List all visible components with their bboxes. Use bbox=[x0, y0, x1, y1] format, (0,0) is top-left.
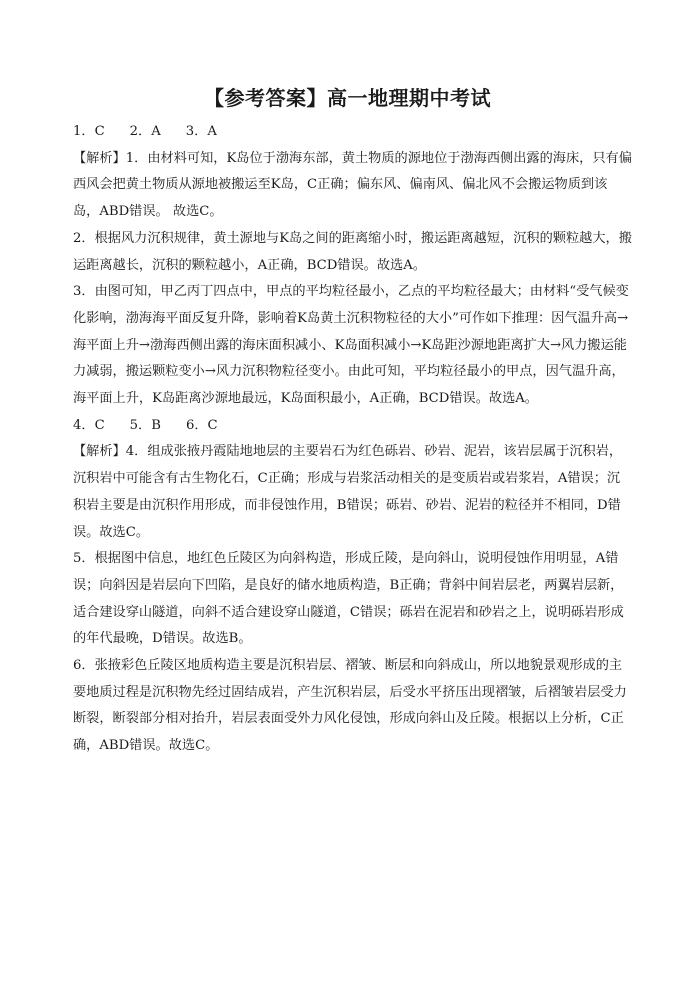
explanation-1 bbox=[73, 146, 633, 226]
answer-5: 5．B bbox=[129, 417, 161, 433]
explanation-text: 1．由材料可知，K岛位于渤海东部，黄土物质的源地位于渤海西侧出露的海床，只有偏西风会把黄土物质从源地被搬运至K岛，C正确；偏东风、偏南风、偏北风不会搬运物质到该岛，ABD错误。 故选C。 bbox=[73, 150, 632, 220]
answer-6: 6．C bbox=[185, 417, 218, 433]
page-title: 【参考答案】高一地理期中考试 bbox=[204, 86, 491, 110]
answer-1: 1．C bbox=[73, 124, 105, 139]
answer-row-2 bbox=[73, 413, 633, 440]
explanation-3: 3．由图可知，甲乙丙丁四点中，甲点的平均粒径最小，乙点的平均粒径最大；由材料“受气候变化影响，渤海海平面反复升降，影响着K岛黄土沉积物粒径的大小”可作如下推理：因气温升高→海平面上升→渤海西侧出露的海床面积减小、K岛面积减小→K岛距沙源地距离扩大→风力搬运能力减弱，搬运颗粒变小→风力沉积物粒径变小。由此可知，平均粒径最小的甲点，因气温升高，海平面上升，K岛距离沙源地最远，K岛面积最小，A正确，BCD错误。故选A。 bbox=[73, 284, 629, 407]
answer-4: 4．C bbox=[73, 417, 105, 433]
explanation-tag: 【解析】 bbox=[73, 150, 126, 166]
answer-row-1 bbox=[73, 119, 633, 146]
explanation-text: 4．组成张掖丹霞陆地地层的主要岩石为红色砾岩、砂岩、泥岩，该岩层属于沉积岩，沉积岩中可能含有古生物化石，C正确；形成与岩浆活动相关的是变质岩或岩浆岩，A错误；沉积岩主要是由沉积作用形成，而非侵蚀作用，B错误；砾岩、砂岩、泥岩的粒径并不相同，D错误。故选C。 bbox=[73, 444, 623, 540]
answer-3: 3．A bbox=[185, 124, 217, 139]
explanation-tag: 【解析】 bbox=[73, 444, 126, 460]
explanation-5: 5．根据图中信息，地红色丘陵区为向斜构造，形成丘陵，是向斜山，说明侵蚀作用明显，A错误；向斜因是岩层向下凹陷，是良好的储水地质构造，B正确；背斜中间岩层老，两翼岩层新，适合建设穿山隧道，向斜不适合建设穿山隧道，C错误；砾岩在泥岩和砂岩之上，说明砾岩形成的年代最晚，D错误。故选B。 bbox=[73, 551, 624, 647]
document-body bbox=[73, 119, 633, 760]
explanation-2: 2．根据风力沉积规律，黄土源地与K岛之间的距离缩小时，搬运距离越短，沉积的颗粒越大，搬运距离越长，沉积的颗粒越小，A正确，BCD错误。故选A。 bbox=[73, 230, 632, 273]
answer-2: 2．A bbox=[129, 124, 161, 139]
explanation-4 bbox=[73, 439, 633, 546]
explanation-6: 6．张掖彩色丘陵区地质构造主要是沉积岩层、褶皱、断层和向斜成山，所以地貌景观形成的主要地质过程是沉积物先经过固结成岩，产生沉积岩层，后受水平挤压出现褶皱，后褶皱岩层受力断裂，断裂部分相对抬升，岩层表面受外力风化侵蚀，形成向斜山及丘陵。根据以上分析，C正确，ABD错误。故选C。 bbox=[73, 658, 627, 754]
